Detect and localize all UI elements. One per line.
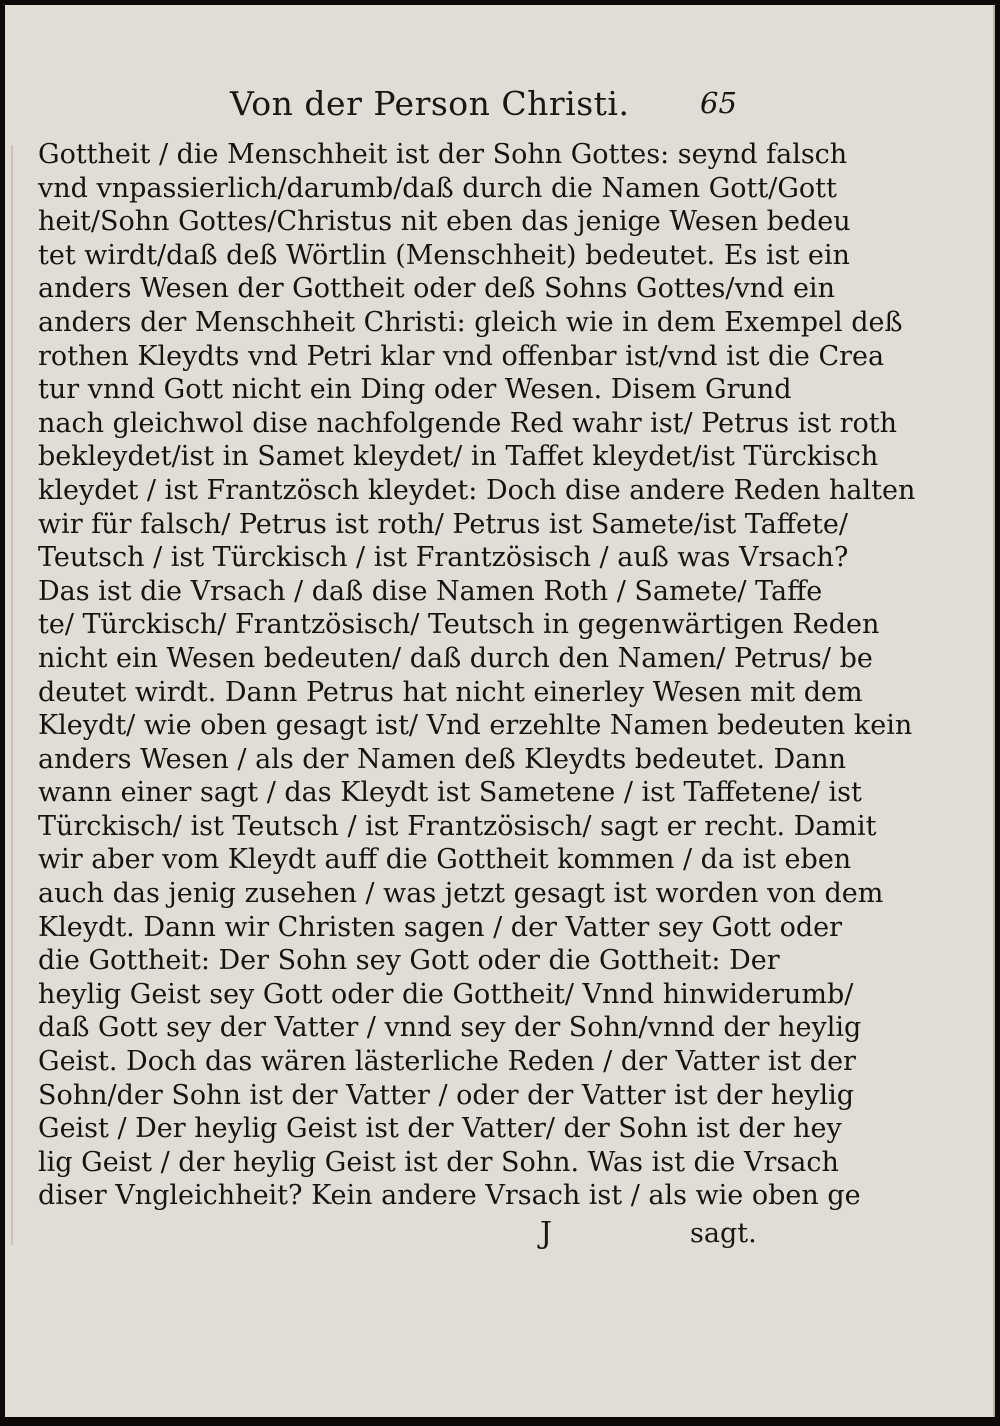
body-text	[38, 138, 916, 1213]
text-line: heit/Sohn Gottes/Christus nit eben das jenige Wesen bedeu	[38, 206, 851, 238]
text-line: wann einer sagt / das Kleydt ist Sametene / ist Taffetene/ ist	[38, 777, 862, 809]
text-line: heylig Geist sey Gott oder die Gottheit/ Vnnd hinwiderumb/	[38, 978, 854, 1010]
text-line: diser Vngleichheit? Kein andere Vrsach ist / als wie oben ge	[38, 1180, 861, 1212]
text-line: anders Wesen der Gottheit oder deß Sohns Gottes/vnd ein	[38, 273, 835, 305]
text-line: auch das jenig zusehen / was jetzt gesagt ist worden von dem	[38, 878, 884, 910]
text-line: nicht ein Wesen bedeuten/ daß durch den Namen/ Petrus/ be	[38, 642, 873, 674]
text-line: Gottheit / die Menschheit ist der Sohn Gottes: seynd falsch	[38, 139, 848, 170]
text-line: die Gottheit: Der Sohn sey Gott oder die Gottheit: Der	[38, 945, 780, 977]
text-line: wir aber vom Kleydt auff die Gottheit kommen / da ist eben	[38, 844, 852, 876]
text-line: tur vnnd Gott nicht ein Ding oder Wesen. Disem Grund	[38, 374, 792, 406]
text-line: Geist. Doch das wären lästerliche Reden / der Vatter ist der	[38, 1046, 856, 1078]
catchword: sagt.	[690, 1218, 757, 1249]
text-line: Türckisch/ ist Teutsch / ist Frantzösisch/ sagt er recht. Damit	[38, 810, 877, 842]
text-line: Sohn/der Sohn ist der Vatter / oder der Vatter ist der heylig	[38, 1079, 855, 1111]
text-line: Teutsch / ist Türckisch / ist Frantzösisch / auß was Vrsach?	[38, 542, 849, 574]
signature-mark: J	[540, 1216, 553, 1251]
text-line: Kleydt/ wie oben gesagt ist/ Vnd erzehlte Namen bedeuten kein	[38, 710, 913, 742]
text-line: vnd vnpassierlich/darumb/daß durch die Namen Gott/Gott	[38, 172, 837, 204]
text-line: nach gleichwol dise nachfolgende Red wahr ist/ Petrus ist roth	[38, 407, 898, 439]
text-line: te/ Türckisch/ Frantzösisch/ Teutsch in gegenwärtigen Reden	[38, 609, 880, 641]
text-line: kleydet / ist Frantzösch kleydet: Doch dise andere Reden halten	[38, 474, 916, 506]
text-line: daß Gott sey der Vatter / vnnd sey der Sohn/vnnd der heylig	[38, 1012, 862, 1044]
text-line: anders der Menschheit Christi: gleich wie in dem Exempel deß	[38, 306, 903, 338]
page-number: 65	[700, 86, 737, 120]
running-head: Von der Person Christi.	[230, 84, 630, 123]
text-line: Kleydt. Dann wir Christen sagen / der Vatter sey Gott oder	[38, 911, 843, 943]
text-line: lig Geist / der heylig Geist ist der Sohn. Was ist die Vrsach	[38, 1146, 839, 1178]
text-line: tet wirdt/daß deß Wörtlin (Menschheit) bedeutet. Es ist ein	[38, 239, 850, 271]
text-line: Geist / Der heylig Geist ist der Vatter/ der Sohn ist der hey	[38, 1113, 842, 1145]
text-line: Das ist die Vrsach / daß dise Namen Roth / Samete/ Taffe	[38, 575, 823, 607]
text-line: rothen Kleydts vnd Petri klar vnd offenbar ist/vnd ist die Crea	[38, 340, 885, 372]
text-line: bekleydet/ist in Samet kleydet/ in Taffet kleydet/ist Türckisch	[38, 441, 879, 473]
scan-edge-line	[11, 145, 13, 1245]
text-line: anders Wesen / als der Namen deß Kleydts bedeutet. Dann	[38, 743, 847, 775]
text-line: deutet wirdt. Dann Petrus hat nicht einerley Wesen mit dem	[38, 676, 863, 708]
text-line: wir für falsch/ Petrus ist roth/ Petrus ist Samete/ist Taffete/	[38, 508, 848, 540]
